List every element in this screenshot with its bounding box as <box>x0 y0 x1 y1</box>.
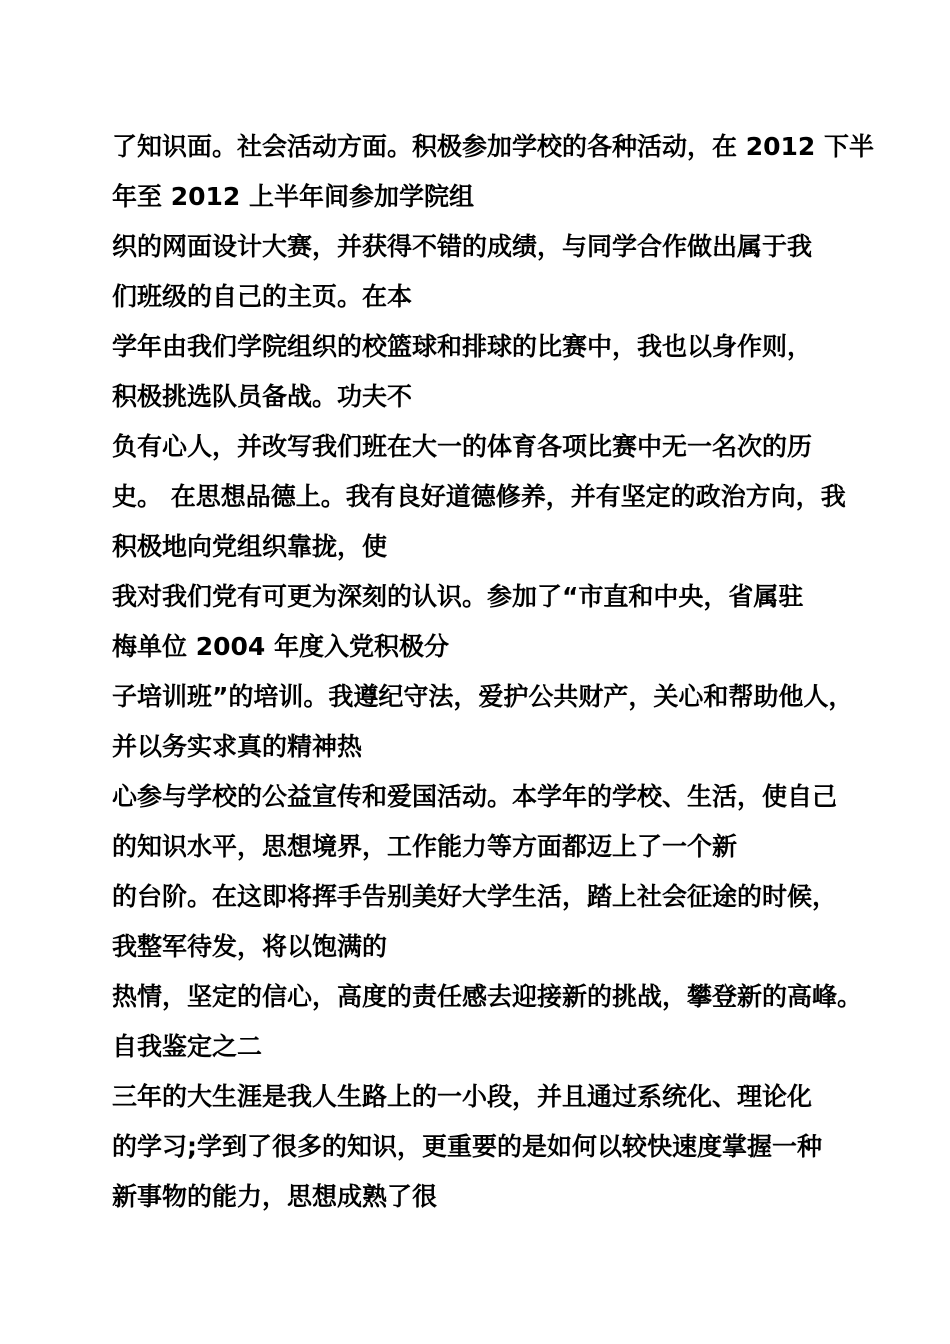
text-line: 的学习;学到了很多的知识，更重要的是如何以较快速度掌握一种 <box>112 1132 823 1161</box>
text-line: 们班级的自己的主页。在本 <box>112 282 413 311</box>
text-line: 积极挑选队员备战。功夫不 <box>112 382 413 411</box>
text-line: 我对我们党有可更为深刻的认识。参加了“市直和中央，省属驻 <box>112 582 804 611</box>
text-line: 梅单位 2004 年度入党积极分 <box>112 632 449 661</box>
text-line: 史。 在思想品德上。我有良好道德修养，并有坚定的政治方向，我 <box>112 482 846 511</box>
text-line: 子培训班”的培训。我遵纪守法，爱护公共财产，关心和帮助他人， <box>112 682 854 711</box>
text-line: 的台阶。在这即将挥手告别美好大学生活，踏上社会征途的时候， <box>112 882 838 911</box>
text-line: 学年由我们学院组织的校篮球和排球的比赛中，我也以身作则， <box>112 332 813 361</box>
text-line: 织的网面设计大赛，并获得不错的成绩，与同学合作做出属于我 <box>112 232 813 261</box>
document-body <box>112 128 872 1228</box>
text-line: 新事物的能力，思想成熟了很 <box>112 1182 438 1211</box>
text-line: 热情，坚定的信心，高度的责任感去迎接新的挑战，攀登新的高峰。 <box>112 982 863 1011</box>
text-line: 积极地向党组织靠拢，使 <box>112 532 388 561</box>
text-line: 并以务实求真的精神热 <box>112 732 363 761</box>
text-line: 三年的大生涯是我人生路上的一小段，并且通过系统化、理论化 <box>112 1082 813 1111</box>
section-heading: 自我鉴定之二 <box>112 1032 263 1061</box>
text-line: 心参与学校的公益宣传和爱国活动。本学年的学校、生活，使自己 <box>112 782 838 811</box>
text-line: 了知识面。社会活动方面。积极参加学校的各种活动，在 2012 下半 <box>112 132 874 161</box>
text-line: 的知识水平，思想境界，工作能力等方面都迈上了一个新 <box>112 832 738 861</box>
text-line: 我整军待发，将以饱满的 <box>112 932 388 961</box>
text-line: 年至 2012 上半年间参加学院组 <box>112 182 474 211</box>
text-line: 负有心人，并改写我们班在大一的体育各项比赛中无一名次的历 <box>112 432 813 461</box>
